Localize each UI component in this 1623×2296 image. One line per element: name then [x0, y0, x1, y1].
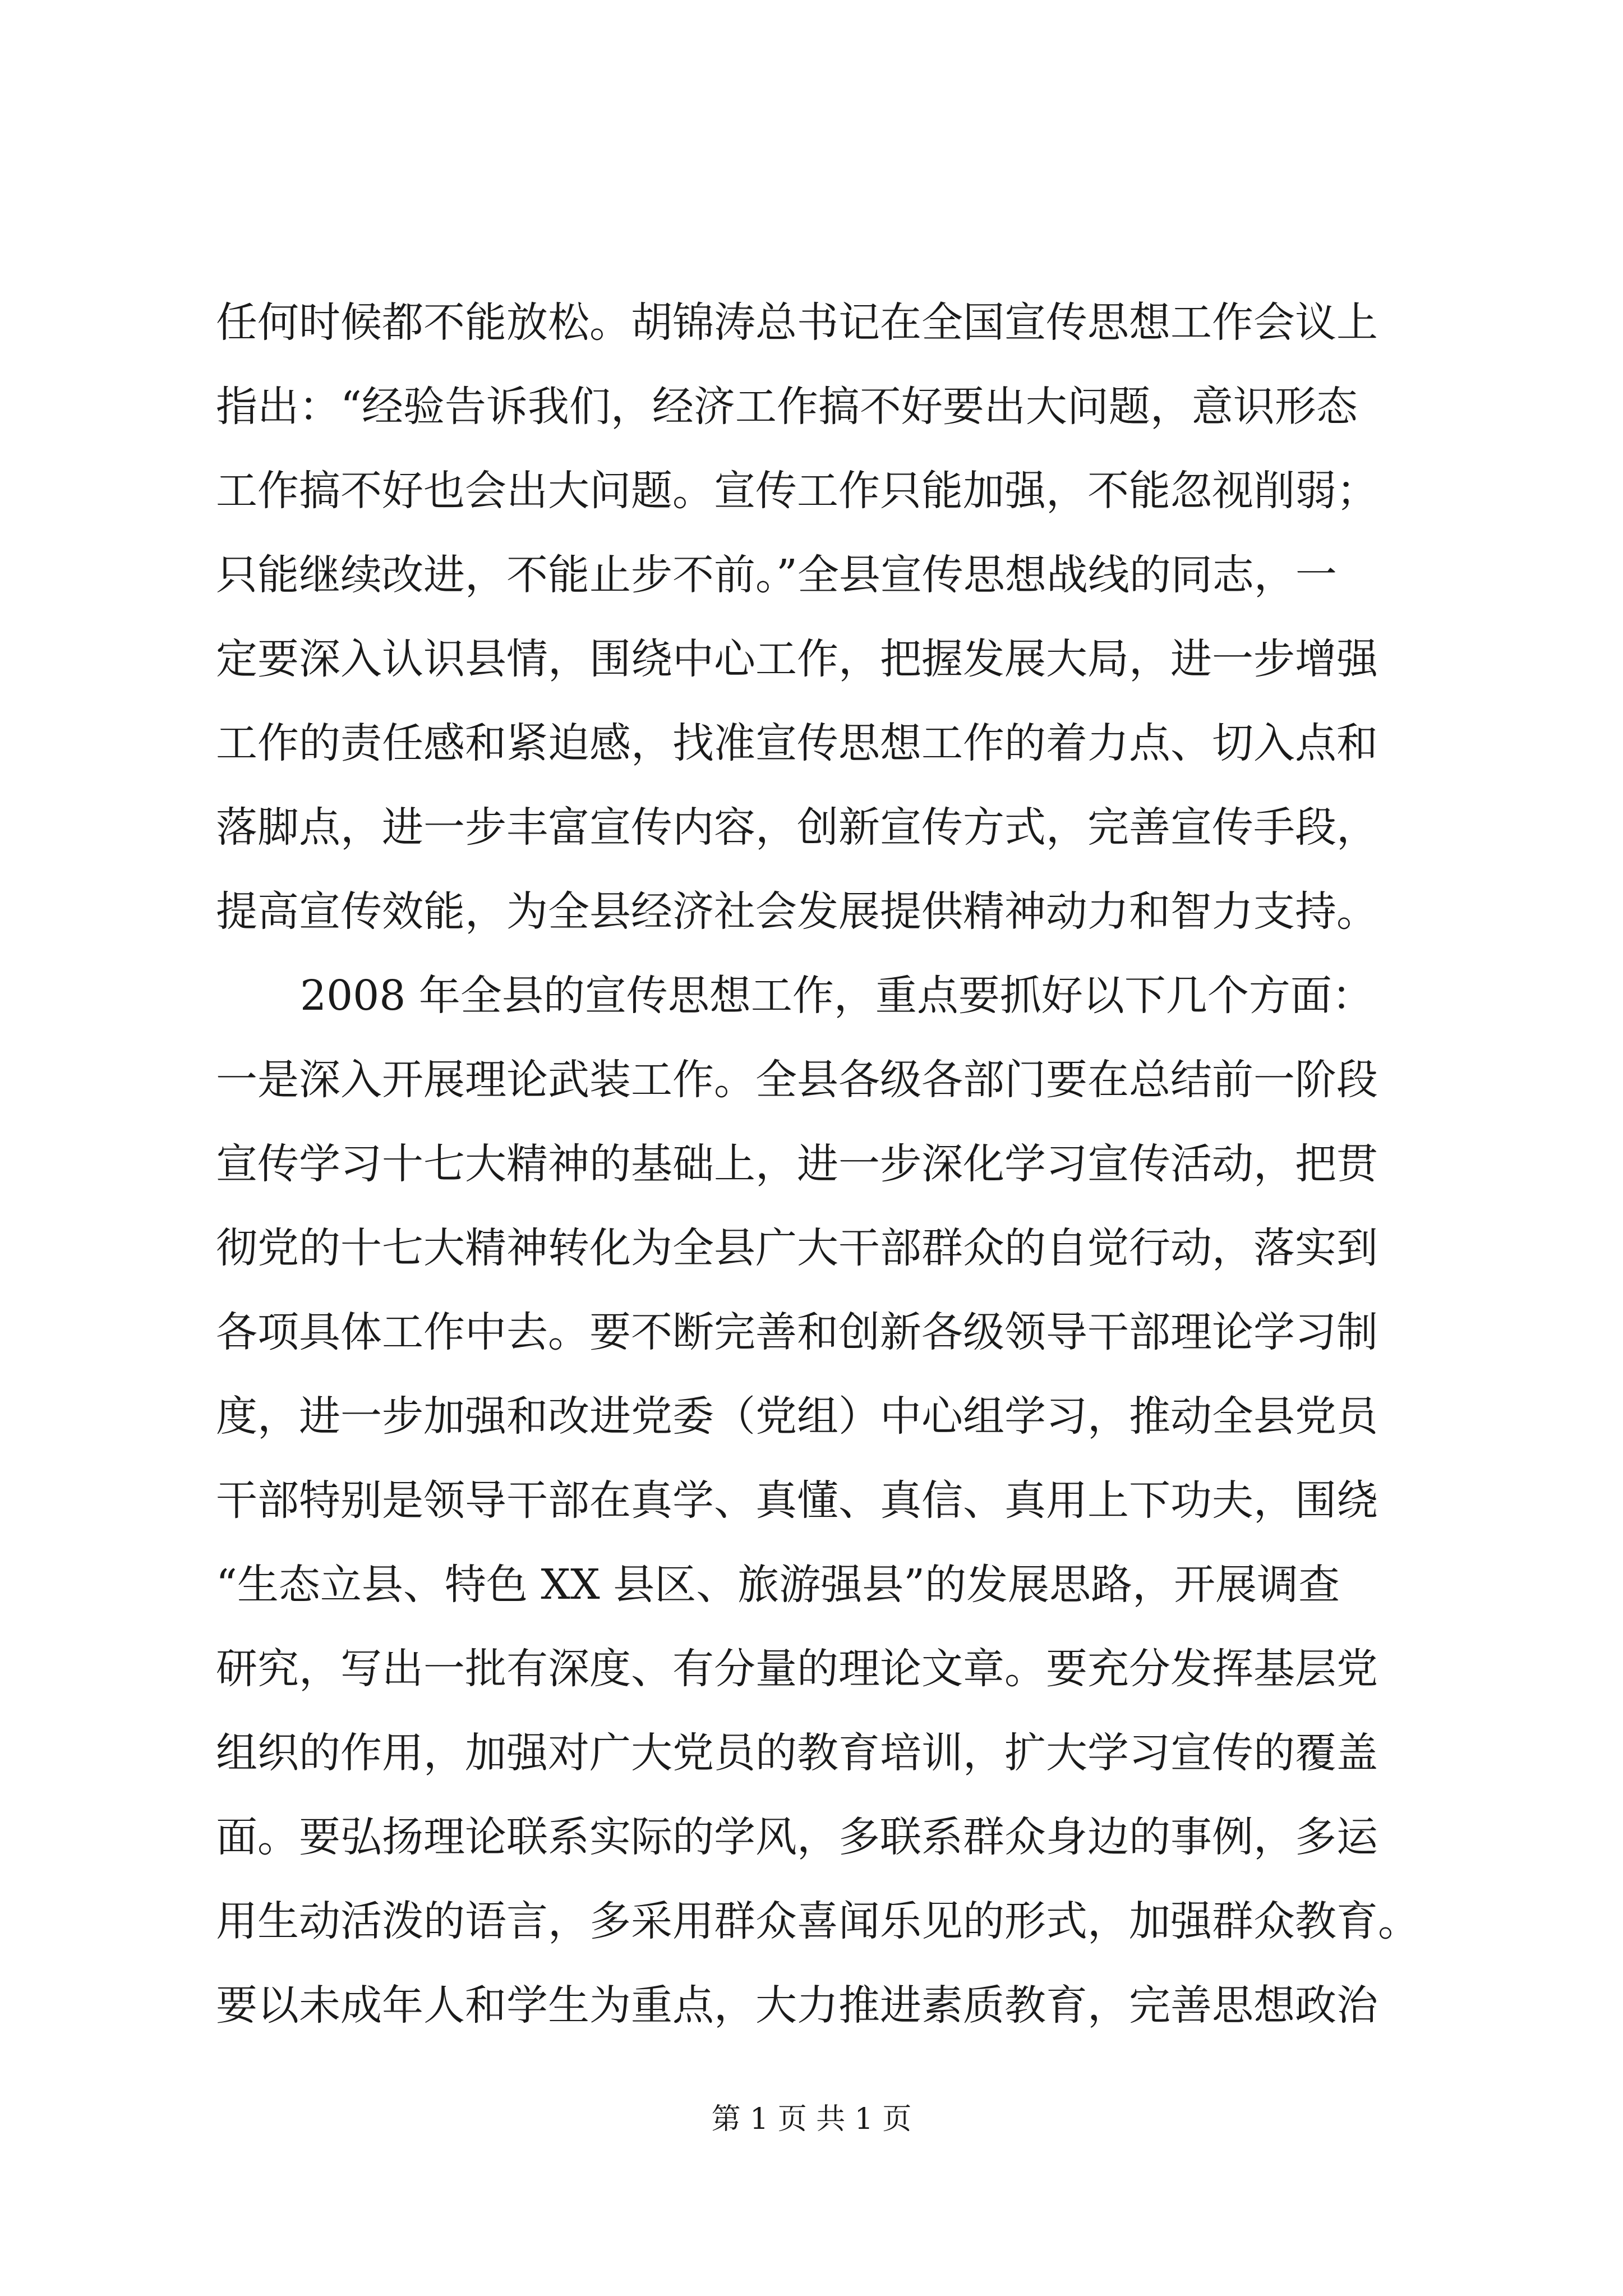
- paragraph-start-line: 2008 年全县的宣传思想工作，重点要抓好以下几个方面：: [300, 972, 1373, 1020]
- text-line: 指出：“经验告诉我们，经济工作搞不好要出大问题，意识形态: [216, 383, 1358, 431]
- document-body: [216, 280, 1422, 2047]
- page-footer: [0, 2095, 1623, 2137]
- text-line: 落脚点，进一步丰富宣传内容，创新宣传方式，完善宣传手段，: [216, 803, 1378, 852]
- text-line: 组织的作用，加强对广大党员的教育培训，扩大学习宣传的覆盖: [216, 1729, 1378, 1777]
- text-line: 彻党的十七大精神转化为全县广大干部群众的自觉行动，落实到: [216, 1224, 1378, 1272]
- text-line: 提高宣传效能，为全县经济社会发展提供精神动力和智力支持。: [216, 887, 1378, 936]
- text-line: 用生动活泼的语言，多采用群众喜闻乐见的形式，加强群众教育。: [216, 1897, 1419, 1945]
- page-number: 第 1 页 共 1 页: [711, 2102, 912, 2136]
- text-line: 工作搞不好也会出大问题。宣传工作只能加强，不能忽视削弱；: [216, 467, 1378, 515]
- text-line: 工作的责任感和紧迫感，找准宣传思想工作的着力点、切入点和: [216, 719, 1378, 767]
- text-line: 一是深入开展理论武装工作。全县各级各部门要在总结前一阶段: [216, 1056, 1378, 1104]
- text-line: 只能继续改进，不能止步不前。”全县宣传思想战线的同志，一: [216, 551, 1337, 599]
- text-line: 研究，写出一批有深度、有分量的理论文章。要充分发挥基层党: [216, 1645, 1378, 1693]
- text-line: “生态立县、特色 XX 县区、旅游强县”的发展思路，开展调查: [216, 1561, 1340, 1609]
- text-line: 面。要弘扬理论联系实际的学风，多联系群众身边的事例，多运: [216, 1813, 1378, 1861]
- text-line: 定要深入认识县情，围绕中心工作，把握发展大局，进一步增强: [216, 635, 1378, 683]
- text-line: 度，进一步加强和改进党委（党组）中心组学习，推动全县党员: [216, 1392, 1378, 1441]
- text-line: 要以未成年人和学生为重点，大力推进素质教育，完善思想政治: [216, 1981, 1378, 2030]
- text-line: 各项具体工作中去。要不断完善和创新各级领导干部理论学习制: [216, 1308, 1378, 1356]
- text-line: 任何时候都不能放松。胡锦涛总书记在全国宣传思想工作会议上: [216, 298, 1378, 347]
- text-line: 宣传学习十七大精神的基础上，进一步深化学习宣传活动，把贯: [216, 1140, 1378, 1188]
- text-line: 干部特别是领导干部在真学、真懂、真信、真用上下功夫，围绕: [216, 1476, 1378, 1525]
